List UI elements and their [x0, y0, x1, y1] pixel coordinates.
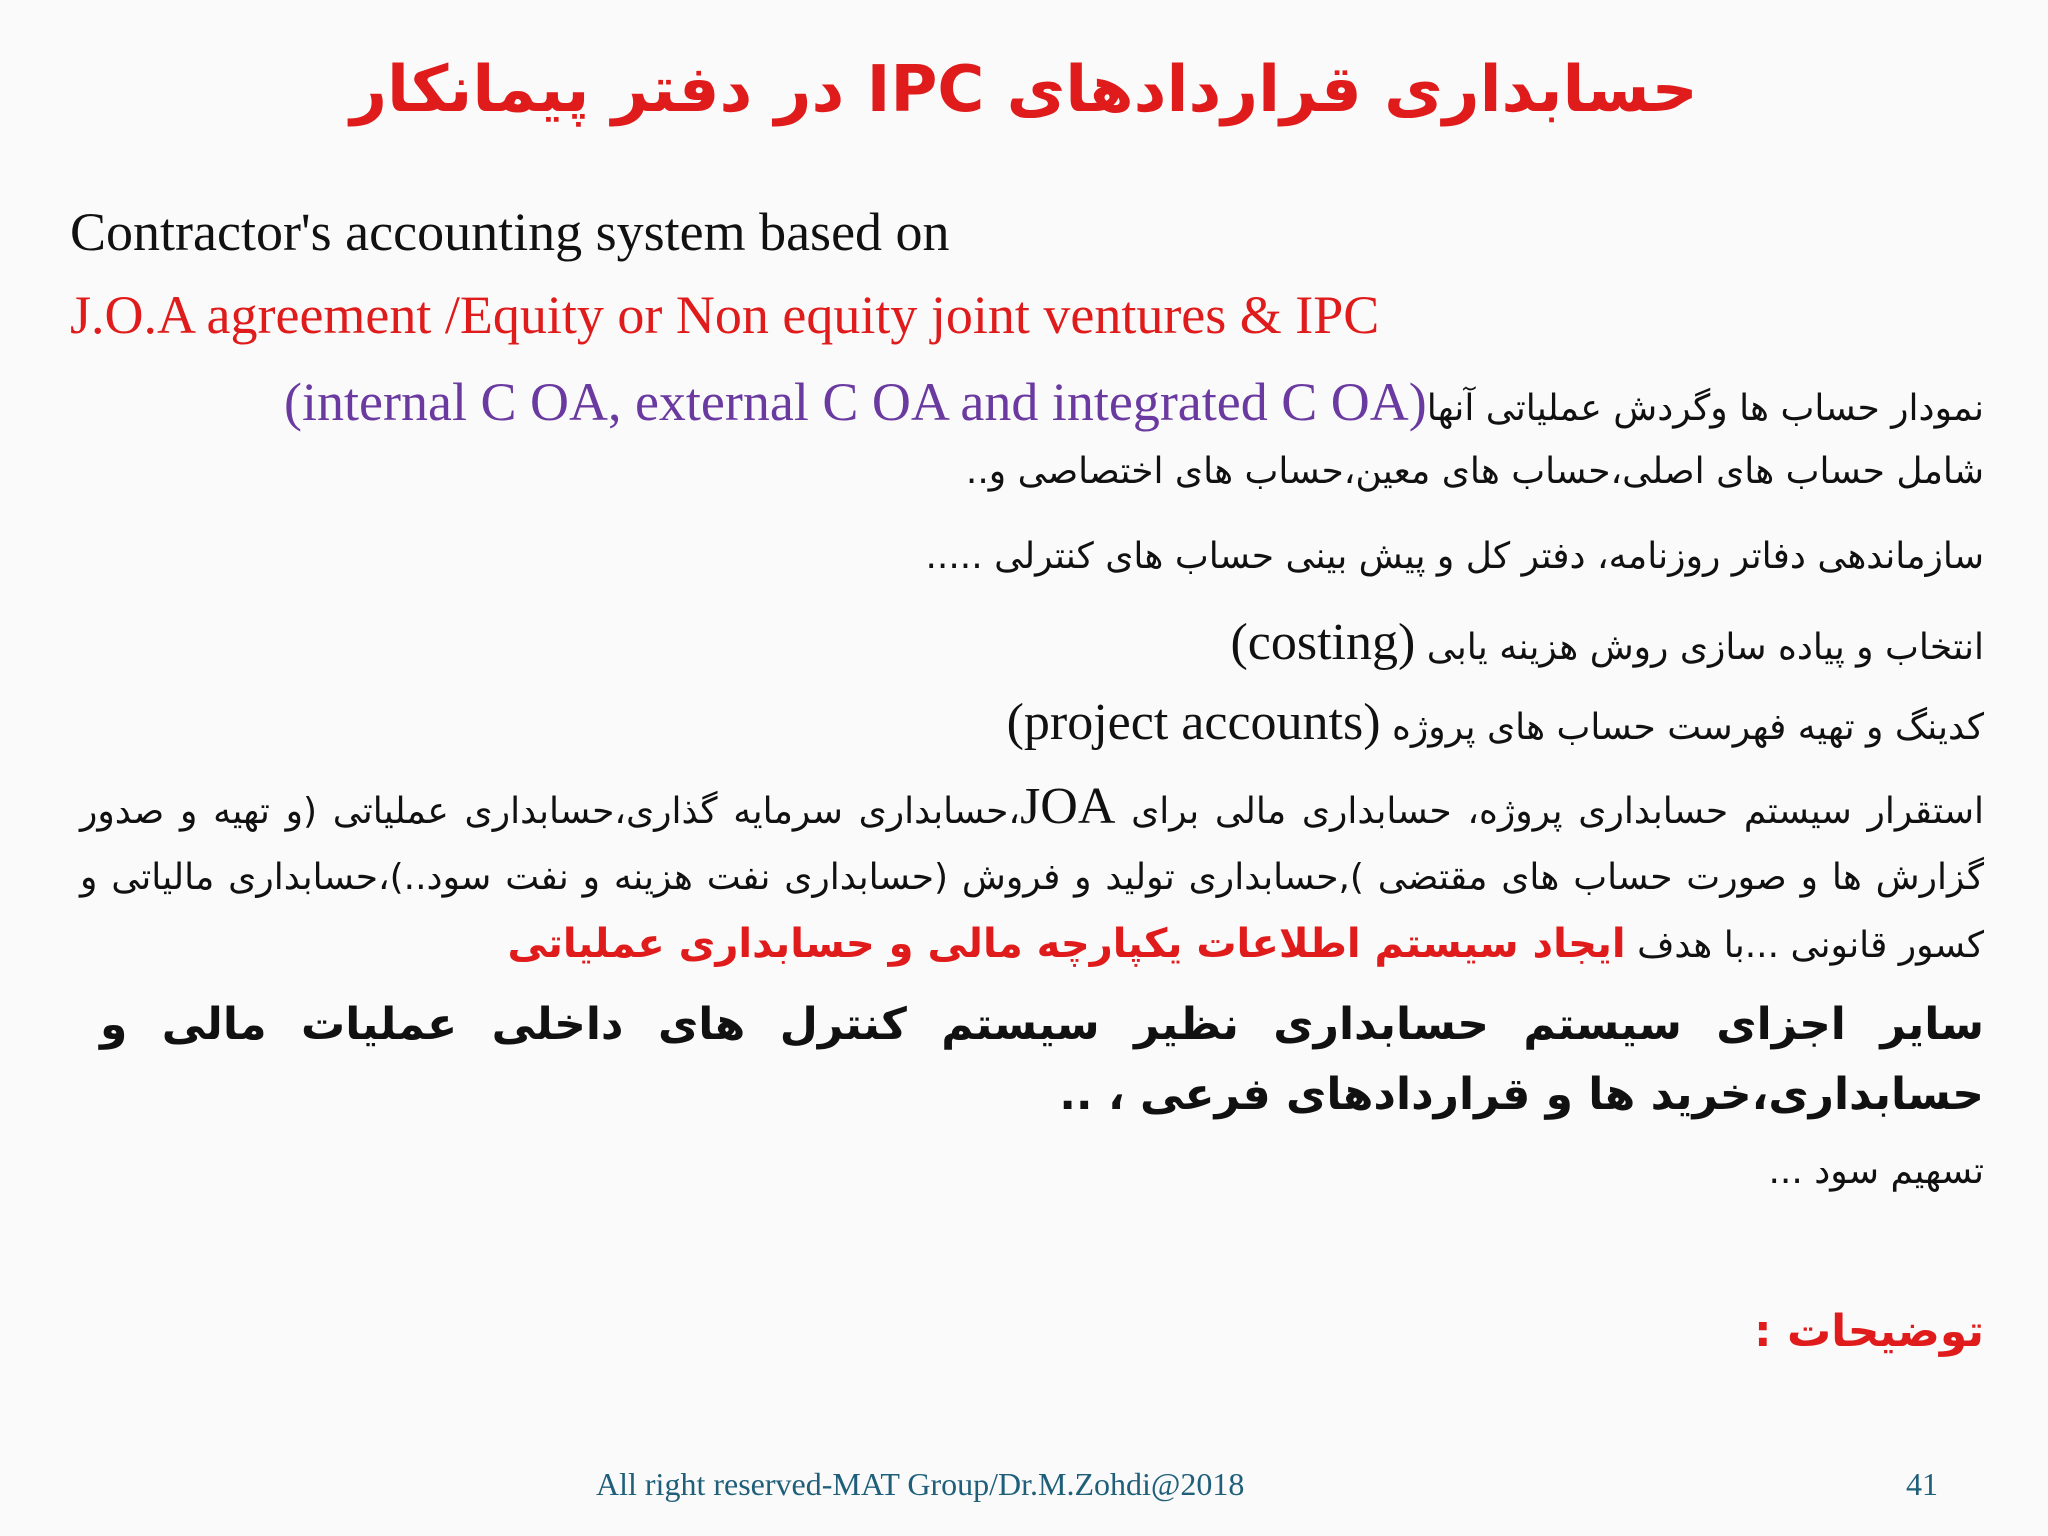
journals-line: سازماندهی دفاتر روزنامه، دفتر کل و پیش بینی حساب های کنترلی .....	[925, 536, 1984, 577]
other-components-paragraph: سایر اجزای سیستم حسابداری نظیر سیستم کنترل های داخلی عملیات مالی و حسابداری،خرید ها و قراردادهای فرعی ، ..	[100, 999, 1984, 1120]
coding-en: (project accounts)	[1006, 694, 1381, 751]
para-highlight: ایجاد سیستم اطلاعات یکپارچه مالی و حسابداری عملیاتی	[507, 921, 1626, 967]
para-part-1: استقرار سیستم حسابداری پروژه، حسابداری مالی برای	[1115, 791, 1984, 832]
intro-line-1: Contractor's accounting system based on	[70, 202, 950, 262]
costing-en: (costing)	[1230, 614, 1416, 671]
coding-text: کدینگ و تهیه فهرست حساب های پروژه	[1391, 707, 1984, 748]
footer-copyright: All right reserved-MAT Group/Dr.M.Zohdi@2018	[596, 1466, 1245, 1502]
coa-types-text: (internal C OA, external C OA and integrated C OA)	[284, 372, 1427, 432]
costing-text: انتخاب و پیاده سازی روش هزینه یابی	[1426, 627, 1984, 668]
page-number: 41	[1906, 1466, 1938, 1502]
chart-of-accounts-text: نمودار حساب ها وگردش عملیاتی آنها	[1426, 388, 1984, 429]
para-joa: JOA	[1020, 778, 1116, 835]
chart-of-accounts-line	[284, 370, 1984, 435]
accounts-types-line: شامل حساب های اصلی،حساب های معین،حساب های اختصاصی و..	[965, 451, 1984, 492]
para-part-2: ،حسابداری سرمایه گذاری،حسابداری عملیاتی (و تهیه و صدور گزارش ها و صورت حساب های مقتضی ),حسابداری تولید و فروش (حسابداری نفت هزینه و نفت سود..)،حسابداری مالیاتی و کسور قانونی ...با هدف	[80, 791, 1984, 966]
coding-line	[1007, 692, 1984, 754]
costing-line	[1230, 612, 1984, 674]
project-accounting-paragraph	[80, 774, 1984, 979]
slide-title: حسابداری قراردادهای IPC در دفتر پیمانکار	[350, 53, 1698, 127]
notes-label: توضیحات :	[1754, 1306, 1984, 1357]
intro-line-2: J.O.A agreement /Equity or Non equity joint ventures & IPC	[70, 285, 1380, 345]
profit-sharing-line: تسهیم سود ...	[1768, 1151, 1984, 1192]
